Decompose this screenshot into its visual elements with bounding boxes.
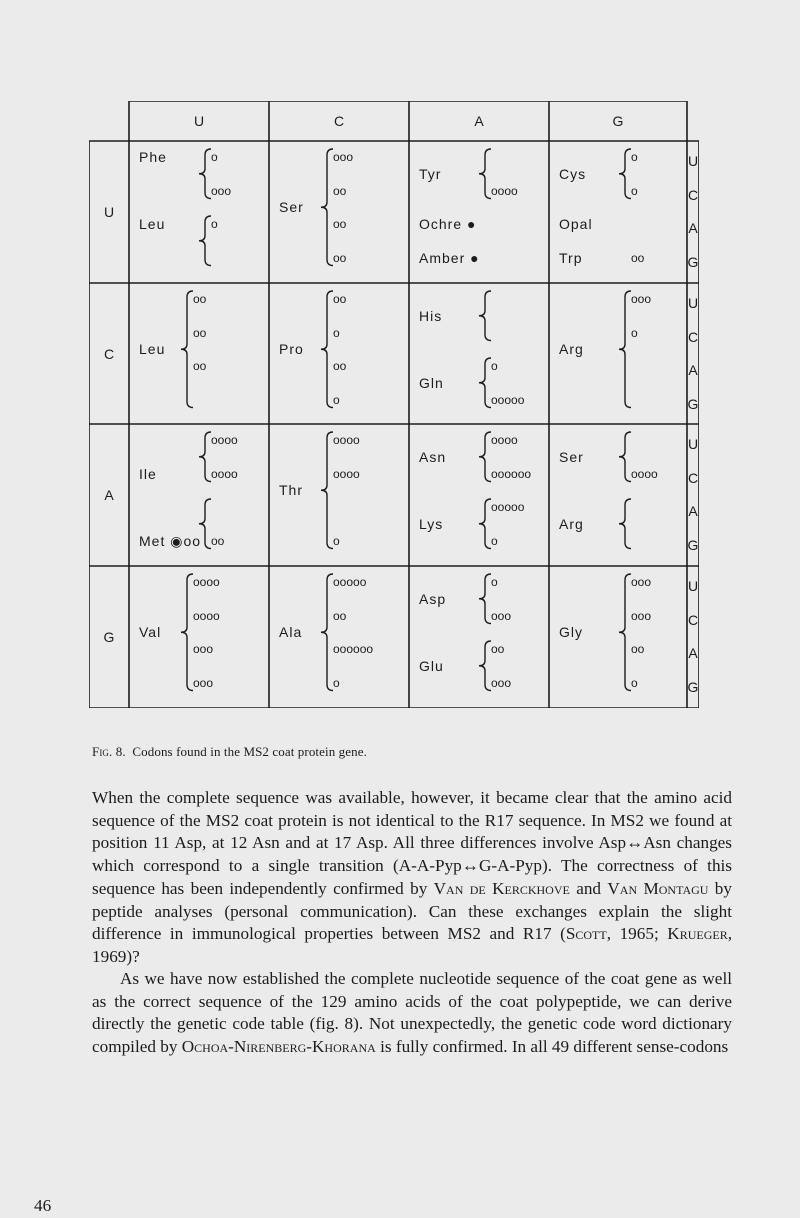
- column-header-g: G: [612, 113, 624, 129]
- row-header-g: G: [103, 629, 115, 645]
- table-grid: [89, 101, 699, 708]
- amino-acid-label: Ochre ●: [419, 216, 477, 232]
- amino-acid-label: Cys: [559, 165, 587, 182]
- codon-dots: ooo: [631, 292, 652, 306]
- stop-codon-dot-icon: ●: [462, 216, 477, 232]
- page-number: 46: [34, 1196, 52, 1215]
- third-position-g: G: [687, 395, 699, 412]
- author-scott: Scott: [565, 924, 607, 944]
- third-position-g: G: [687, 536, 699, 553]
- third-position-a: A: [688, 645, 698, 661]
- amino-acid-label: Amber ●: [419, 249, 480, 266]
- codon-brace: [199, 432, 211, 482]
- codon-dots: oo: [211, 533, 225, 548]
- amino-acid-label: Tyr: [419, 165, 442, 182]
- codon-dots: o: [333, 392, 340, 407]
- codon-dots: ooo: [491, 608, 512, 623]
- amino-acid-label: His: [419, 307, 443, 324]
- codon-dots: oooooo: [491, 466, 532, 481]
- caption-label: Fig. 8.: [92, 744, 126, 759]
- amino-acid-label: Lys: [419, 515, 444, 532]
- codon-brace: [199, 149, 211, 199]
- codon-brace: [619, 499, 631, 549]
- codon-dots: oo: [491, 642, 505, 656]
- paragraph-1-text-d: , 1965;: [606, 924, 668, 944]
- codon-dots: o: [333, 533, 340, 548]
- amino-acid-label: Pro: [279, 341, 304, 358]
- third-position-c: C: [687, 611, 699, 628]
- codon-dots: o: [631, 325, 638, 340]
- codon-dots: ooo: [491, 675, 512, 690]
- author-ochoa-nirenberg-khorana: Ochoa-Nirenberg-Khorana: [181, 1037, 376, 1057]
- codon-dots: ooo: [631, 608, 652, 623]
- codon-dots: o: [333, 675, 340, 690]
- row-header-u: U: [103, 204, 115, 220]
- codon-dots: oo: [333, 608, 347, 623]
- codon-dots: ooo: [631, 575, 652, 589]
- amino-acid-label: Arg: [559, 341, 584, 358]
- author-van-de-kerckhove: Van de Kerckhove: [433, 878, 570, 898]
- third-position-a: A: [688, 503, 698, 519]
- codon-dots: ooooo: [491, 392, 525, 407]
- amino-acid-label: Asp: [419, 590, 447, 607]
- codon-dots: oooo: [211, 433, 238, 447]
- paragraph-1-text-e: , 1969)?: [92, 924, 732, 966]
- third-position-u: U: [687, 295, 699, 311]
- codon-dots: oooo: [193, 575, 220, 589]
- amino-acid-label: Trp: [559, 249, 583, 266]
- codon-table-figure: [89, 101, 699, 708]
- codon-dots: oo: [631, 642, 645, 656]
- codon-dots: oooo: [211, 466, 238, 481]
- paragraph-1-text-b: and: [569, 878, 608, 898]
- paragraph-1-text-a: When the complete sequence was available, however, it became clear that the amino acid sequence of the MS2 coat protein is not identical to the R17 sequence. In MS2 we found at position 11 Asp, at 12 Asn and at 17 Asp. All three differences involve Asp↔Asn changes which correspond to a single transition (A-A-Pyp↔G-A-Pyp). The correctness of this sequence has been independently confirmed by: [92, 788, 732, 898]
- third-position-u: U: [687, 153, 699, 169]
- codon-brace: [479, 358, 491, 408]
- codon-brace: [479, 432, 491, 482]
- codon-brace: [181, 574, 193, 691]
- paragraph-1-text-c: by peptide analyses (personal communication). Can these exchanges explain the slight difference in immunological properties between MS2 and R17 (: [92, 878, 732, 944]
- codon-brace: [619, 149, 631, 199]
- third-position-u: U: [687, 578, 699, 594]
- codon-dots: oooo: [631, 466, 658, 481]
- codon-dots: o: [631, 675, 638, 690]
- column-header-a: A: [474, 113, 484, 129]
- codon-dots: o: [491, 359, 498, 373]
- codon-dots: oo: [333, 217, 347, 231]
- codon-dots: o: [211, 217, 218, 231]
- column-header-u: U: [193, 113, 205, 129]
- codon-brace: [479, 291, 491, 341]
- amino-acid-label: Asn: [419, 448, 447, 465]
- row-header-a: A: [104, 487, 114, 503]
- codon-brace: [619, 432, 631, 482]
- codon-brace: [479, 574, 491, 624]
- author-van-montagu: Van Montagu: [607, 878, 709, 898]
- codon-brace: [321, 574, 333, 691]
- codon-brace: [619, 291, 631, 408]
- paragraph-2-text-b: is fully confirmed. In all 49 different sense-codons: [375, 1037, 729, 1057]
- codon-brace: [321, 291, 333, 408]
- amino-acid-label: Phe: [139, 149, 167, 165]
- codon-dots: oooo: [333, 433, 360, 447]
- codon-dots: o: [333, 325, 340, 340]
- codon-brace: [619, 574, 631, 691]
- codon-dots: oo: [193, 292, 207, 306]
- codon-dots: oo: [333, 292, 347, 306]
- amino-acid-label: Leu: [139, 341, 166, 358]
- amino-acid-label: Ser: [559, 448, 584, 465]
- amino-acid-label: Val: [139, 624, 162, 641]
- codon-dots: o: [631, 183, 638, 198]
- codon-dots: ooo: [333, 150, 354, 164]
- codon-dots: oo: [333, 183, 347, 198]
- codon-brace: [479, 499, 491, 549]
- row-header-c: C: [103, 346, 115, 362]
- amino-acid-label: Arg: [559, 515, 584, 532]
- codon-dots: ooo: [211, 183, 232, 198]
- codon-dots: oo: [631, 250, 645, 265]
- amino-acid-label: Met ◉oo: [139, 532, 202, 549]
- codon-brace: [479, 641, 491, 691]
- codon-dots: oo: [193, 325, 207, 340]
- third-position-a: A: [688, 220, 698, 236]
- amino-acid-label: Glu: [419, 657, 444, 674]
- codon-dots: oooo: [491, 433, 518, 447]
- codon-dots: oo: [193, 359, 207, 373]
- codon-dots: o: [631, 150, 638, 164]
- paragraph-2-text-a: As we have now established the complete nucleotide sequence of the coat gene as well as the correct sequence of the 129 amino acids of the coat polypeptide, we can derive directly the genetic code table (fig. 8). Not unexpectedly, the genetic code word dictionary compiled by: [92, 969, 732, 1057]
- caption-text: Codons found in the MS2 coat protein gene.: [132, 744, 367, 759]
- third-position-a: A: [688, 362, 698, 378]
- third-position-c: C: [687, 186, 699, 203]
- codon-dots: ooooo: [333, 575, 367, 589]
- stop-codon-dot-icon: ●: [465, 249, 480, 266]
- codon-brace: [321, 432, 333, 549]
- amino-acid-label: Ser: [279, 199, 304, 216]
- author-krueger: Krueger: [667, 924, 728, 944]
- codon-dots: o: [211, 150, 218, 164]
- codon-dots: oooo: [193, 608, 220, 623]
- amino-acid-label: Opal: [559, 216, 593, 232]
- codon-brace: [199, 216, 211, 266]
- start-codon-marker-icon: ◉oo: [165, 532, 202, 549]
- codon-dots: oooo: [333, 466, 360, 481]
- third-position-c: C: [687, 328, 699, 345]
- codon-dots: oo: [333, 250, 347, 265]
- figure-caption: [92, 744, 367, 760]
- amino-acid-label: Ile: [139, 465, 157, 482]
- third-position-g: G: [687, 253, 699, 270]
- codon-dots: oo: [333, 359, 347, 373]
- codon-brace: [181, 291, 193, 408]
- codon-brace: [321, 149, 333, 266]
- codon-dots: ooo: [193, 642, 214, 656]
- codon-dots: o: [491, 533, 498, 548]
- column-header-c: C: [333, 113, 345, 129]
- amino-acid-label: Leu: [139, 216, 166, 232]
- amino-acid-label: Gly: [559, 624, 583, 641]
- codon-dots: oooo: [491, 183, 518, 198]
- codon-dots: o: [491, 575, 498, 589]
- amino-acid-label: Gln: [419, 374, 444, 391]
- codon-brace: [479, 149, 491, 199]
- codon-dots: ooooo: [491, 500, 525, 514]
- codon-dots: ooo: [193, 675, 214, 690]
- amino-acid-label: Ala: [279, 624, 303, 641]
- third-position-c: C: [687, 469, 699, 486]
- paragraph-2: [92, 968, 732, 1059]
- third-position-g: G: [687, 678, 699, 695]
- paragraph-1: [92, 787, 732, 969]
- amino-acid-label: Thr: [279, 482, 303, 499]
- third-position-u: U: [687, 436, 699, 452]
- codon-dots: oooooo: [333, 642, 374, 656]
